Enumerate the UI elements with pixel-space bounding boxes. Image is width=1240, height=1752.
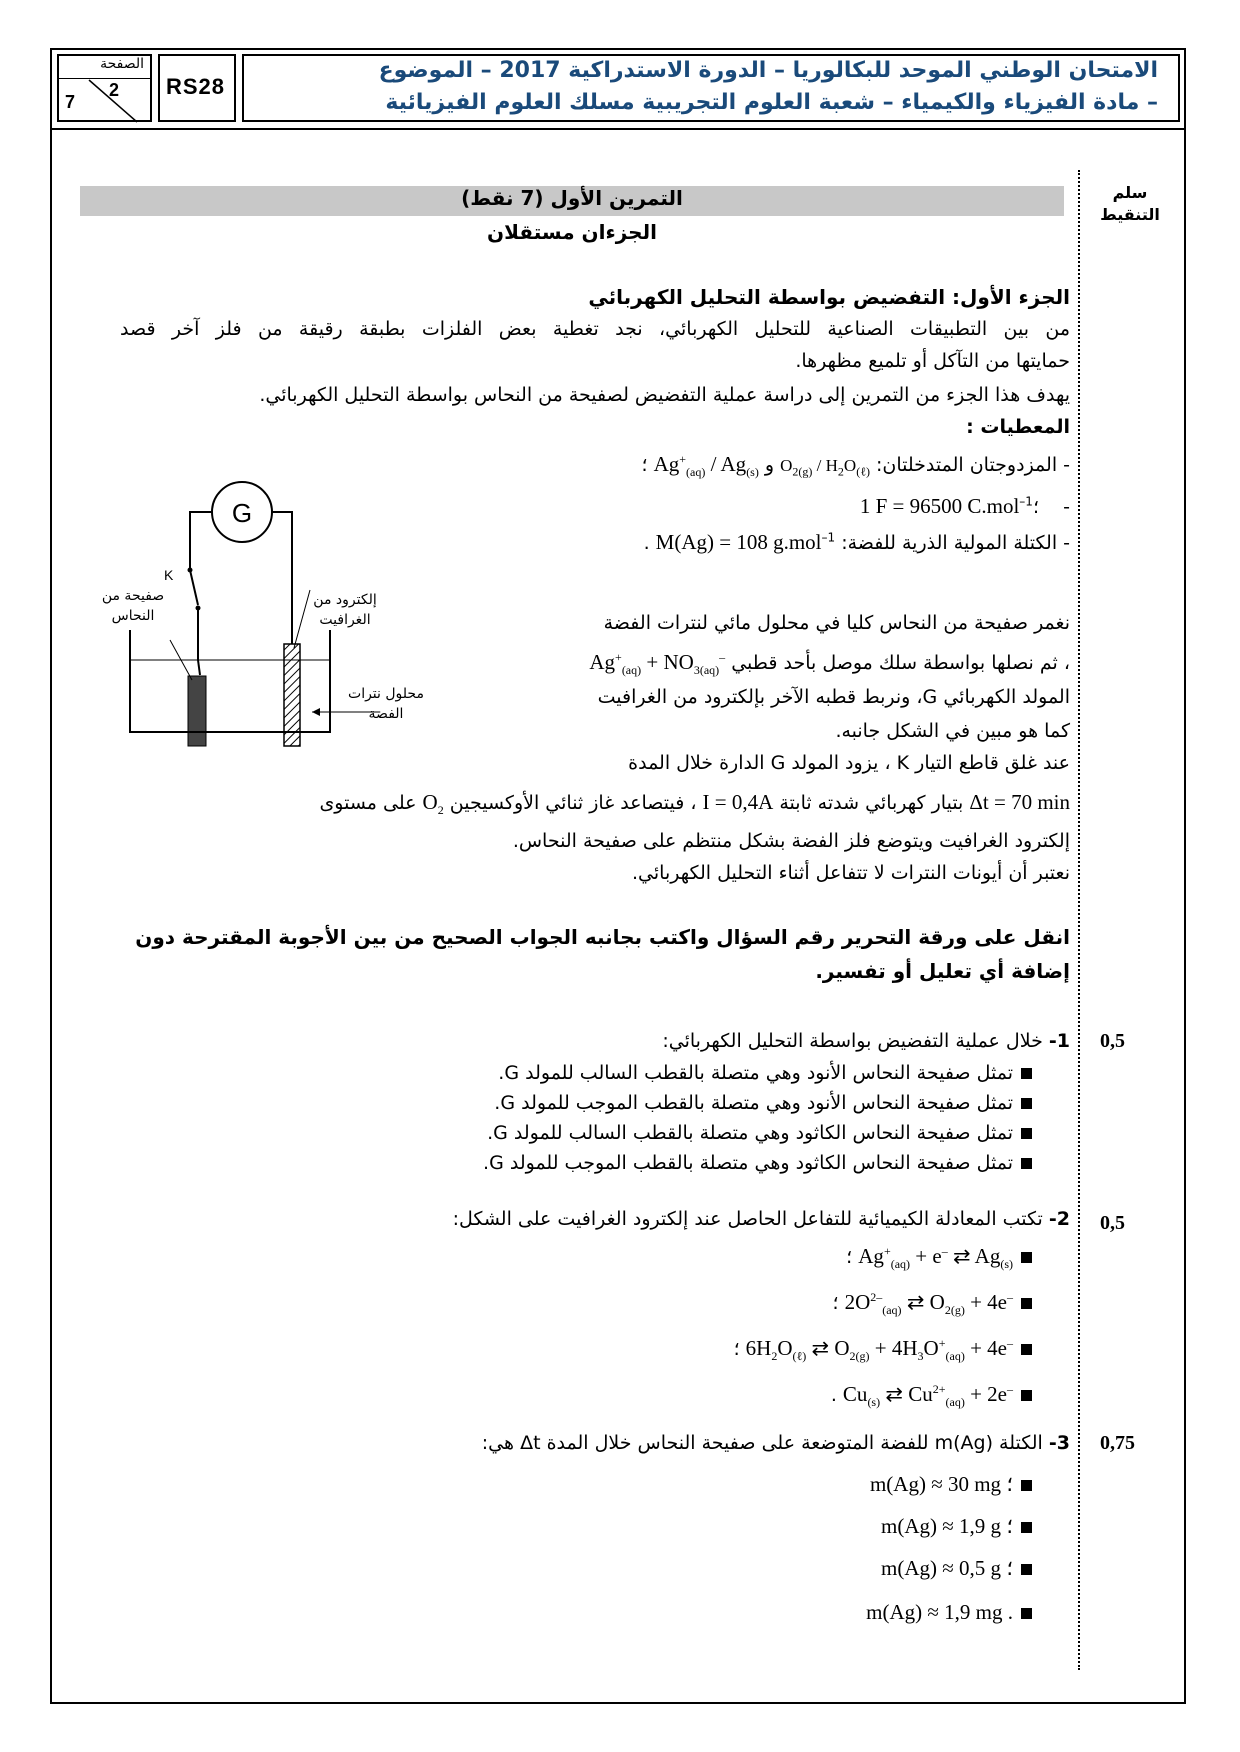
solution-label: محلول نترات الفضة: [348, 686, 424, 722]
exercise-title: التمرين الأول (7 نقط): [461, 186, 683, 210]
exam-code-box: [158, 54, 236, 122]
molar-mass-value: M(Ag) = 108 g.mol: [655, 530, 822, 554]
copper-plate: [188, 676, 206, 746]
page-number-box: [57, 54, 152, 122]
para6: Δt = 70 min بتيار كهربائي شدته ثابتة I = 0,4A ، فيتصاعد غاز ثنائي الأوكسيجين $O_2$ على مستوى: [319, 790, 1070, 818]
graphite-electrode-label: إلكترود من الغرافيت: [313, 592, 377, 628]
intro-line1: من بين التطبيقات الصناعية للتحليل الكهربائي، نجد تغطية بعض الفلزات بطبقة رقيقة من فلز آخر قصد: [120, 318, 1070, 340]
exam-title-box: [242, 54, 1180, 122]
page-current: 2: [109, 80, 120, 100]
q2-score: 0,5: [1100, 1212, 1125, 1234]
para1: نغمر صفيحة من النحاس كليا في محلول مائي لنترات الفضة: [603, 612, 1070, 634]
q1-stem: 1- خلال عملية التفضيض بواسطة التحليل الكهربائي:: [662, 1030, 1070, 1052]
data-couples-and: و: [764, 454, 775, 476]
q3-option-1[interactable]: m(Ag) ≈ 30 mg ؛: [870, 1472, 1032, 1497]
data-molar-mass: - الكتلة المولية الذرية للفضة: M(Ag) = 108 g.mol$^{-1}$ .: [643, 530, 1070, 554]
para7: إلكترود الغرافيت ويتوضع فلز الفضة بشكل منتظم على صفيحة النحاس.: [512, 830, 1070, 852]
q1-option-2[interactable]: تمثل صفيحة النحاس الأنود وهي متصلة بالقطب الموجب للمولد G.: [494, 1092, 1032, 1114]
page-total: 7: [65, 92, 76, 112]
para5: عند غلق قاطع التيار K ، يزود المولد G الدارة خلال المدة: [628, 752, 1070, 774]
part1-title: الجزء الأول: التفضيض بواسطة التحليل الكهربائي: [588, 285, 1070, 309]
q3-option-4[interactable]: m(Ag) ≈ 1,9 mg .: [866, 1600, 1032, 1625]
exam-title-line2: – مادة الفيزياء والكيمياء – شعبة العلوم التجريبية مسلك العلوم الفيزيائية: [385, 90, 1158, 115]
grading-scale-label: سلم التنقيط: [1100, 183, 1160, 224]
exam-code: RS28: [166, 74, 226, 99]
q3-score: 0,75: [1100, 1432, 1135, 1454]
generator-label: G: [231, 498, 253, 528]
q3-option-3[interactable]: m(Ag) ≈ 0,5 g ؛: [881, 1556, 1032, 1581]
current-value: I = 0,4A: [702, 790, 774, 814]
q1-option-4[interactable]: تمثل صفيحة النحاس الكاثود وهي متصلة بالقطب الموجب للمولد G.: [483, 1152, 1032, 1174]
q1-option-3[interactable]: تمثل صفيحة النحاس الكاثود وهي متصلة بالقطب السالب للمولد G.: [487, 1122, 1032, 1144]
exam-title-line1: الامتحان الوطني الموحد للبكالوريا – الدورة الاستدراكية 2017 – الموضوع: [378, 58, 1158, 83]
q2-stem: 2- تكتب المعادلة الكيميائية للتفاعل الحاصل عند إلكترود الغرافيت على الشكل:: [452, 1208, 1070, 1230]
instruction: انقل على ورقة التحرير رقم السؤال واكتب بجانبه الجواب الصحيح من بين الأجوبة المقترحة دون إضافة أي تعليل أو تفسير.: [135, 925, 1070, 983]
faraday-value: 1 F = 96500 C.mol: [859, 494, 1020, 518]
header-divider: [50, 128, 1186, 130]
data-couples-label: - المزدوجتان المتدخلتان:: [876, 454, 1070, 476]
q1-score: 0,5: [1100, 1030, 1125, 1052]
copper-plate-label: صفيحة من النحاس: [101, 588, 165, 624]
molar-mass-label: - الكتلة المولية الذرية للفضة:: [841, 532, 1070, 554]
q2-option-4[interactable]: $Cu_{(s)}$ ⇄ $Cu^{2+}_{(aq)} + 2e^-$ .: [831, 1382, 1032, 1410]
switch-label: K: [164, 567, 174, 583]
q3-stem: 3- الكتلة m(Ag) للفضة المتوضعة على صفيحة النحاس خلال المدة Δt هي:: [481, 1432, 1070, 1454]
para4: كما هو مبين في الشكل جانبه.: [835, 720, 1070, 742]
data-couples: - المزدوجتان المتدخلتان: $O_{2(g)} / H_2O_{(\ell)}$ و $Ag^+_{(aq)} / Ag_{(s)}$ ؛: [641, 452, 1070, 480]
page-label: الصفحة: [100, 56, 144, 72]
exercise-subtitle: الجزءان مستقلان: [487, 220, 657, 244]
q2-option-3[interactable]: $6H_2O_{(\ell)}$ ⇄ $O_{2(g)} + 4H_3O^+_{(aq)} + 4e^-$ ؛: [734, 1336, 1032, 1364]
grading-divider: [1078, 170, 1080, 1670]
wire-right: [272, 512, 292, 644]
data-title: المعطيات :: [966, 416, 1070, 438]
intro-line3: يهدف هذا الجزء من التمرين إلى دراسة عملية التفضيض لصفيحة من النحاس بواسطة التحليل الكهربائي.: [259, 384, 1070, 406]
q1-option-1[interactable]: تمثل صفيحة النحاس الأنود وهي متصلة بالقطب السالب للمولد G.: [498, 1062, 1032, 1084]
data-faraday: - ؛1 F = 96500 C.mol$^{-1}$: [859, 494, 1070, 518]
page-diagonal: [59, 56, 154, 124]
para2: ، ثم نصلها بواسطة سلك موصل بأحد قطبي $Ag^+_{(aq)} + NO_{3(aq)}^-$: [589, 650, 1070, 678]
wire-left: [190, 512, 212, 570]
q3-option-2[interactable]: m(Ag) ≈ 1,9 g ؛: [881, 1514, 1032, 1539]
q2-option-2[interactable]: $2O^{2-}_{(aq)}$ ⇄ $O_{2(g)} + 4e^-$ ؛: [832, 1290, 1032, 1318]
dt-value: Δt = 70 min: [969, 790, 1070, 814]
graphite-electrode: [284, 644, 300, 746]
q2-option-1[interactable]: $Ag^+_{(aq)} + e^-$ ⇄ $Ag_{(s)}$ ؛: [846, 1244, 1032, 1272]
intro-line2: حمايتها من التآكل أو تلميع مظهرها.: [795, 350, 1070, 372]
switch-blade: [190, 570, 198, 605]
para8: نعتبر أن أيونات النترات لا تتفاعل أثناء التحليل الكهربائي.: [631, 862, 1070, 884]
para3: المولد الكهربائي G، ونربط قطبه الآخر بإلكترود من الغرافيت: [597, 686, 1070, 708]
